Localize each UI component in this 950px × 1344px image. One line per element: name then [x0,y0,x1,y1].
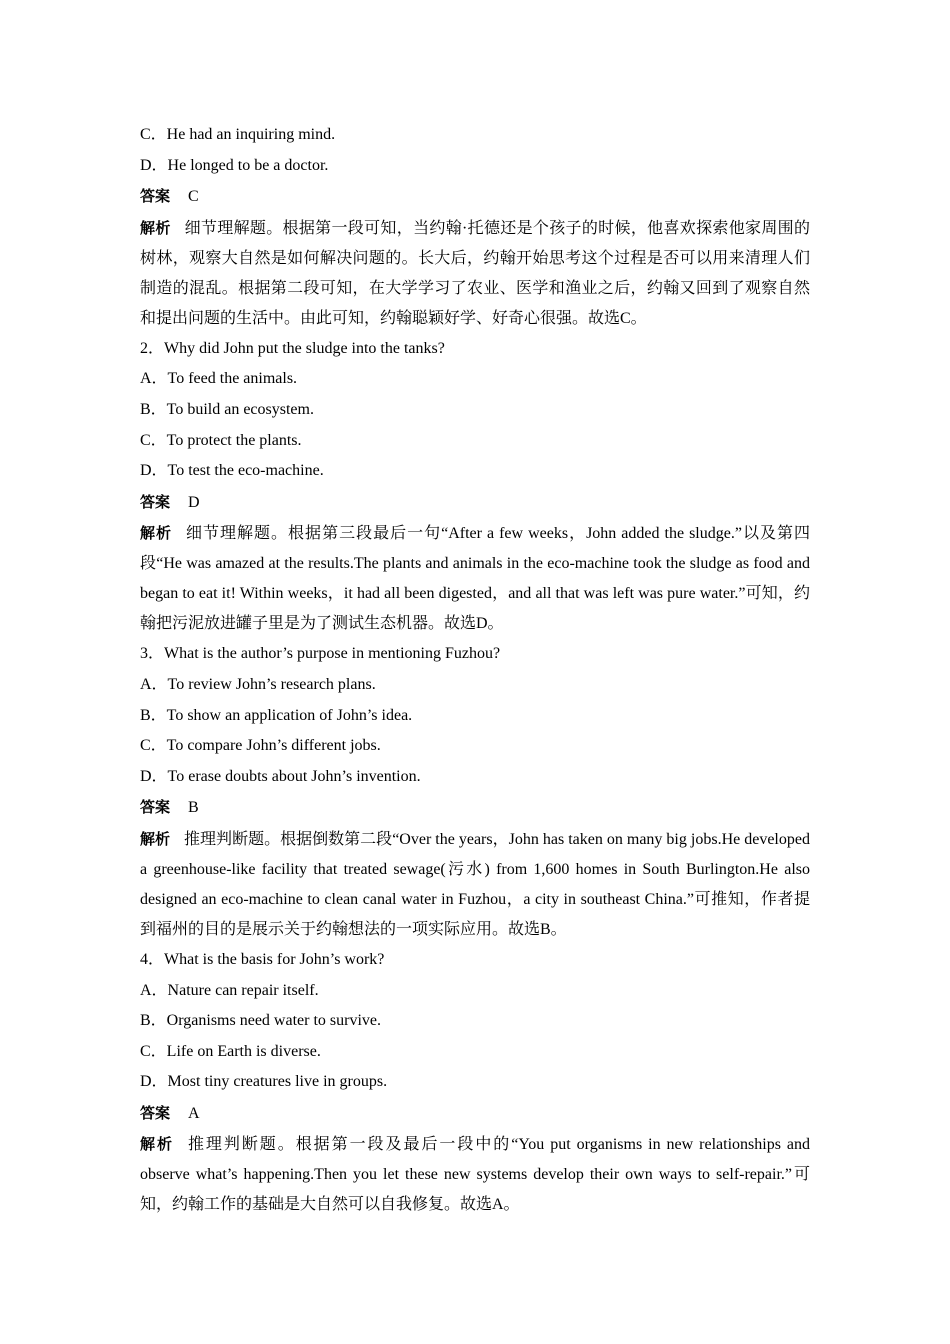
q2-option-a: A．To feed the animals. [140,370,298,388]
q3-option-c: C．To compare John’s different jobs. [140,737,381,755]
q1-answer-value: C [188,188,199,206]
q3-option-a: A．To review John’s research plans. [140,675,376,693]
q4-analysis [140,1129,810,1220]
analysis-label: 解析 [140,1135,174,1154]
answer-label: 答案 [140,1103,171,1122]
q4-option-c: C．Life on Earth is diverse. [140,1042,321,1060]
q2-option-d: D．To test the eco-machine. [140,462,324,480]
q1-option-d: D．He longed to be a doctor. [140,156,329,174]
q2-question: 2．Why did John put the sludge into the tanks? [140,339,445,357]
q4-option-b: B．Organisms need water to survive. [140,1012,381,1030]
q2-answer-value: D [188,493,200,511]
q1-analysis-text: 细节理解题。根据第一段可知，当约翰·托德还是个孩子的时候，他喜欢探索他家周围的树林，观察大自然是如何解决问题的。长大后，约翰开始思考这个过程是否可以用来清理人们制造的混乱。根据第二段可知，在大学学习了农业、医学和渔业之后，约翰又回到了观察自然和提出问题的生活中。由此可知，约翰聪颖好学、好奇心很强。故选C。 [140,219,810,327]
q3-option-d: D．To erase doubts about John’s invention. [140,767,421,785]
q3-answer [140,792,810,824]
q3-analysis [140,824,810,945]
answer-label: 答案 [140,492,171,511]
q3-answer-value: B [188,799,199,817]
q4-answer [140,1098,810,1130]
q4-question: 4．What is the basis for John’s work? [140,950,385,968]
q2-analysis [140,518,810,639]
q3-question: 3．What is the author’s purpose in mentioning Fuzhou? [140,645,501,663]
q1-option-c: C．He had an inquiring mind. [140,126,336,143]
answer-label: 答案 [140,798,171,817]
q4-answer-value: A [188,1104,200,1122]
q2-option-b: B．To build an ecosystem. [140,400,314,418]
q3-analysis-text: 推理判断题。根据倒数第二段“Over the years，John has taken on many big jobs.He developed a greenhouse-like facility that treated sewage(污水) from 1,600 homes in South Burlington.He also designed an eco-machine to clean canal water in Fuzhou，a city in southeast China.”可推知，作者提到福州的目的是展示关于约翰想法的一项实际应用。故选B。 [140,830,810,938]
analysis-label: 解析 [140,829,171,848]
q1-answer [140,181,810,213]
analysis-label: 解析 [140,524,173,543]
q4-option-a: A．Nature can repair itself. [140,981,319,999]
q3-option-b: B．To show an application of John’s idea. [140,706,413,724]
q2-option-c: C．To protect the plants. [140,431,302,449]
answer-label: 答案 [140,187,171,206]
q2-analysis-text: 细节理解题。根据第三段最后一句“After a few weeks，John added the sludge.”以及第四段“He was amazed at the results.The plants and animals in the eco-machine took the sludge as food and began to eat it! Within weeks，it had all been digested，and all that was left was pure water.”可知，约翰把污泥放进罐子里是为了测试生态机器。故选D。 [140,525,810,633]
document-page [140,120,810,1220]
analysis-label: 解析 [140,218,171,237]
q4-option-d: D．Most tiny creatures live in groups. [140,1073,388,1091]
q1-analysis [140,213,810,334]
q4-analysis-text: 推理判断题。根据第一段及最后一段中的“You put organisms in new relationships and observe what’s happening.Then you let these new systems develop their own ways to self-repair.”可知，约翰工作的基础是大自然可以自我修复。故选A。 [140,1136,810,1214]
q2-answer [140,487,810,519]
